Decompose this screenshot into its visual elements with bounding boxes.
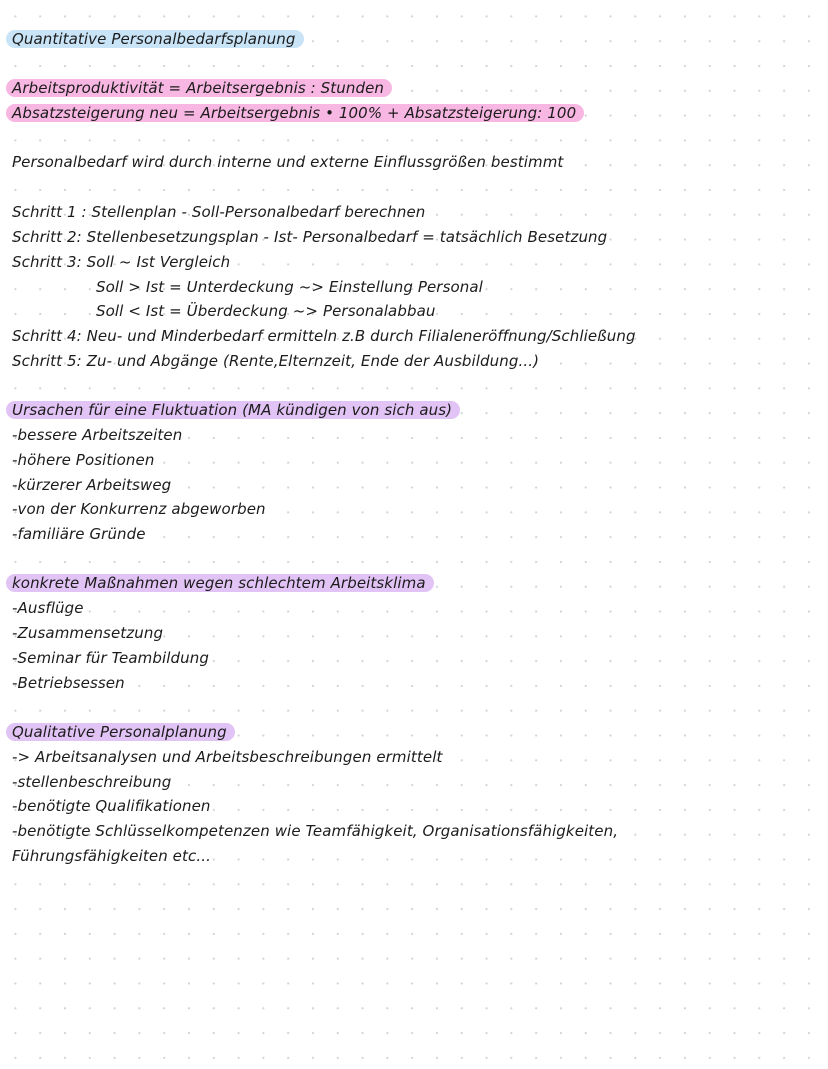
fluctuation-title: Ursachen für eine Fluktuation (MA kündigen von sich aus): [6, 401, 460, 419]
step-1: Schritt 1 : Stellenplan - Soll-Personalbedarf berechnen: [12, 203, 426, 221]
formula-productivity: Arbeitsproduktivität = Arbeitsergebnis : Stunden: [6, 79, 392, 97]
step-3-shortage: Soll > Ist = Unterdeckung ~> Einstellung Personal: [96, 278, 483, 296]
list-item: -Zusammensetzung: [12, 624, 164, 642]
qualitative-title-line: [12, 720, 235, 744]
list-item: -stellenbeschreibung: [12, 773, 172, 791]
step-3: Schritt 3: Soll ~ Ist Vergleich: [12, 253, 231, 271]
list-item: -familiäre Gründe: [12, 525, 146, 543]
quantitative-title-line: [12, 27, 304, 51]
measures-title: konkrete Maßnahmen wegen schlechtem Arbeitsklima: [6, 574, 434, 592]
step-4: Schritt 4: Neu- und Minderbedarf ermitteln z.B durch Filialeneröffnung/Schließung: [12, 327, 636, 345]
list-item: -> Arbeitsanalysen und Arbeitsbeschreibungen ermittelt: [12, 748, 443, 766]
list-item: -Seminar für Teambildung: [12, 649, 209, 667]
formula-line-1: [12, 76, 392, 100]
fluctuation-title-line: [12, 398, 460, 422]
list-item: -bessere Arbeitszeiten: [12, 426, 183, 444]
list-item: -Ausflüge: [12, 599, 84, 617]
list-item: -kürzerer Arbeitsweg: [12, 476, 172, 494]
list-item: Führungsfähigkeiten etc...: [12, 847, 211, 865]
measures-title-line: [12, 571, 434, 595]
quantitative-title: Quantitative Personalbedarfsplanung: [6, 30, 304, 48]
step-3-surplus: Soll < Ist = Überdeckung ~> Personalabbau: [96, 302, 436, 320]
formula-sales-increase: Absatzsteigerung neu = Arbeitsergebnis • 100% + Absatzsteigerung: 100: [6, 104, 584, 122]
step-2: Schritt 2: Stellenbesetzungsplan - Ist- Personalbedarf = tatsächlich Besetzung: [12, 228, 608, 246]
list-item: -benötigte Schlüsselkompetenzen wie Teamfähigkeit, Organisationsfähigkeiten,: [12, 822, 619, 840]
list-item: -höhere Positionen: [12, 451, 155, 469]
list-item: -Betriebsessen: [12, 674, 125, 692]
formula-line-2: [12, 101, 584, 125]
intro-text: Personalbedarf wird durch interne und externe Einflussgrößen bestimmt: [12, 153, 564, 171]
step-5: Schritt 5: Zu- und Abgänge (Rente,Elternzeit, Ende der Ausbildung...): [12, 352, 540, 370]
qualitative-title: Qualitative Personalplanung: [6, 723, 235, 741]
list-item: -benötigte Qualifikationen: [12, 797, 211, 815]
list-item: -von der Konkurrenz abgeworben: [12, 500, 266, 518]
